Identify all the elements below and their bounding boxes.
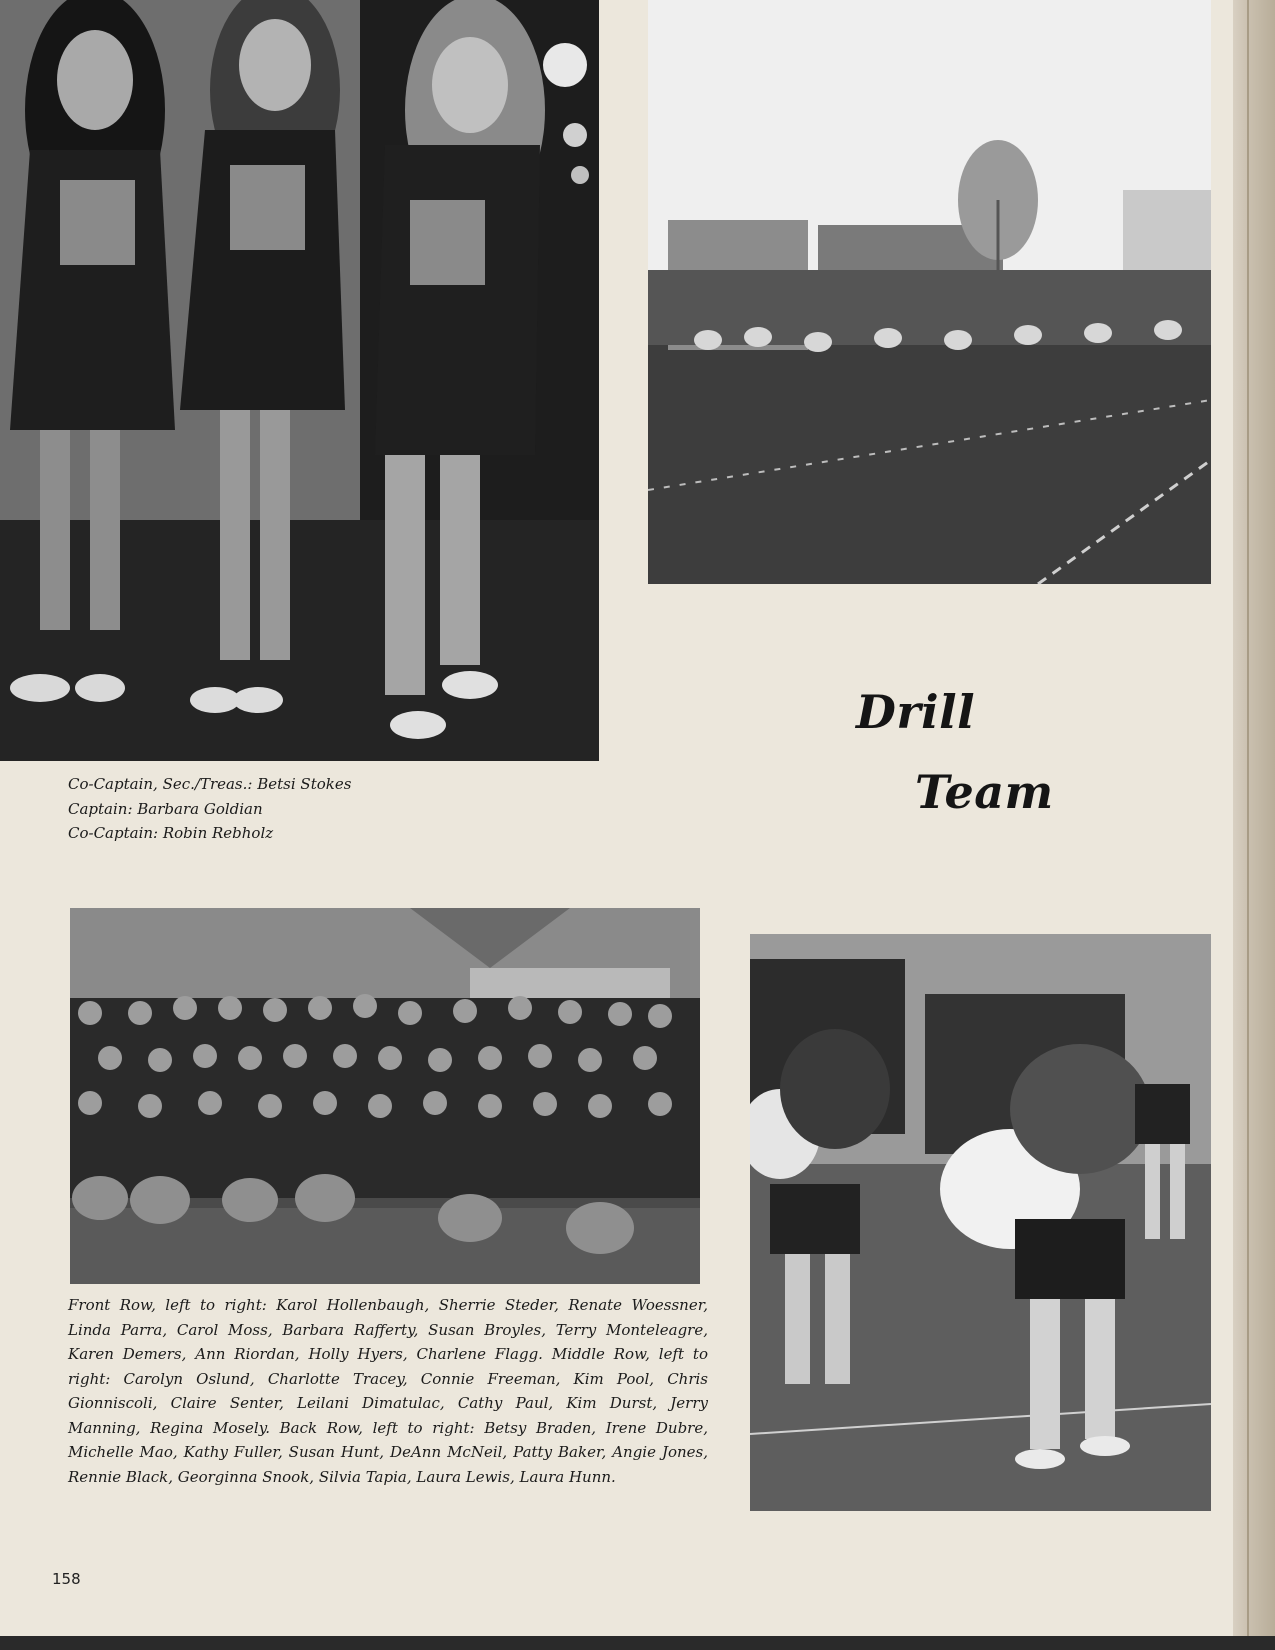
officer-line: Co-Captain: Robin Rebholz — [68, 824, 274, 842]
headline-drill: Drill — [856, 685, 976, 739]
officer-line: Co-Captain, Sec./Treas.: Betsi Stokes — [68, 775, 352, 793]
roster-caption: Front Row, left to right: Karol Hollenbaugh, Sherrie Steder, Renate Woessner, Linda Parra, Carol Moss, Barbara Rafferty, Susan Broyles, Terry Monteleagre, Karen Demers, Ann Riordan, Holly Hyers, Charlene Flagg. Middle Row, left to right: Carolyn Oslund, Charlotte Tracey, Connie Freeman, Kim Pool, Chris Gionniscoli, Claire Senter, Leilani Dimatulac, Cathy Paul, Kim Durst, Jerry Manning, Regina Mosely. Back Row, left to right: Betsy Braden, Irene Dubre, Michelle Mao, Kathy Fuller, Susan Hunt, DeAnn McNeil, Patty Baker, Angie Jones, Rennie Black, Georginna Snook, Silvia Tapia, Laura Lewis, Laura Hunn. — [68, 1296, 708, 1486]
captains-photo — [0, 0, 599, 761]
page-edge — [1233, 0, 1275, 1650]
officer-line: Captain: Barbara Goldian — [68, 799, 263, 818]
page-number: 158 — [52, 1570, 81, 1588]
scan-bottom-band — [0, 1636, 1275, 1650]
gym-photo — [750, 934, 1211, 1511]
officers-caption — [68, 772, 428, 846]
field-photo — [648, 0, 1211, 584]
headline-team: Team — [915, 765, 1054, 819]
group-photo — [70, 908, 700, 1284]
